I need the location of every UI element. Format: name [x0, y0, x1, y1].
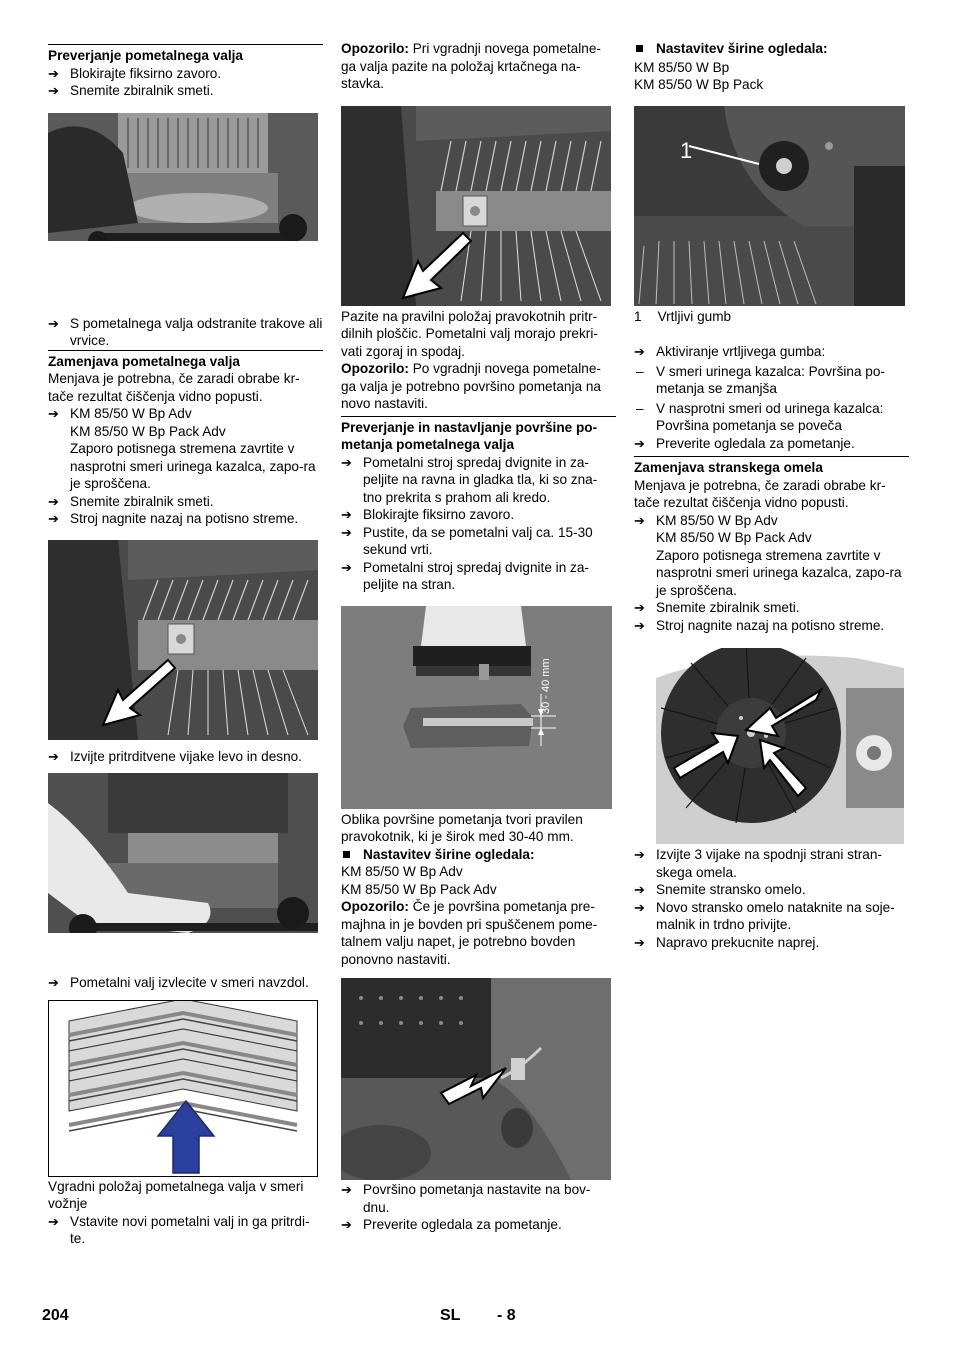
step: ➔ Preverite ogledala za pometanje.: [634, 435, 909, 453]
step: ➔ Blokirajte fiksirno zavoro.: [341, 506, 616, 524]
photo-sweep-pattern: [341, 606, 612, 809]
paragraph: Pazite na pravilni položaj pravokotnih pritr-dilnih ploščic. Pometalni valj morajo prekri-vati zgoraj in spodaj.: [341, 308, 598, 359]
warning-label: Opozorilo:: [341, 361, 409, 376]
model-line: KM 85/50 W Bp: [634, 59, 730, 75]
step: ➔ Izvijte pritrditvene vijake levo in desno.: [48, 748, 323, 766]
warning-label: Opozorilo:: [341, 899, 409, 914]
sub-item: – V nasprotni smeri od urinega kazalca: Površina pometanja se poveča: [634, 400, 909, 435]
step: ➔ Pustite, da se pometalni valj ca. 15-30 sekund vrti.: [341, 524, 616, 559]
step: ➔ Stroj nagnite nazaj na potisno streme.: [634, 617, 909, 635]
step: ➔ Površino pometanja nastavite na bov-dnu.: [341, 1181, 616, 1216]
model-line: KM 85/50 W Bp Adv: [341, 864, 463, 879]
photo-roller-screw: [48, 540, 318, 740]
step: ➔ Pometalni valj izvlecite v smeri navzdol.: [48, 974, 323, 992]
instruction: Zaporo potisnega stremena zavrtite v nasprotni smeri urinega kazalca, zapo-ra je sproščena.: [70, 441, 316, 491]
step: ➔ Snemite zbiralnik smeti.: [48, 82, 323, 100]
warning-note: [341, 40, 616, 93]
photo-bowden-cable: [341, 978, 611, 1180]
warning-label: Opozorilo:: [341, 41, 409, 56]
step: ➔ Snemite stransko omelo.: [634, 881, 909, 899]
step: ➔ KM 85/50 W Bp Adv: [48, 405, 323, 423]
callout-number: 1: [680, 137, 693, 163]
model-line: KM 85/50 W Bp Pack: [634, 77, 764, 92]
model-line: KM 85/50 W Bp Pack Adv: [70, 423, 226, 439]
sub-page-number: - 8: [497, 1307, 516, 1324]
heading-check-roller: Preverjanje pometalnega valja: [48, 44, 323, 65]
section-mirror-width: Nastavitev širine ogledala:: [634, 40, 909, 58]
step: ➔ Novo stransko omelo nataknite na soje-malnik in trdno privijte.: [634, 899, 909, 934]
photo-pull-roller: [48, 773, 318, 948]
warning-text: Pri vgradnji novega pometalne-ga valja pazite na položaj krtačnega na-stavka.: [341, 41, 601, 91]
heading-check-sweep-area: Preverjanje in nastavljanje površine po-metanja pometalnega valja: [341, 416, 616, 454]
step: ➔ Aktiviranje vrtljivega gumba:: [634, 343, 909, 361]
legend: [634, 308, 909, 326]
dimension-label: 30 - 40 mm: [540, 657, 552, 714]
warning-note: [341, 360, 616, 413]
warning-note: [341, 898, 616, 968]
language-code: SL: [440, 1307, 461, 1324]
photo-brush-plate: [341, 106, 611, 306]
section-mirror-width: Nastavitev širine ogledala:: [341, 846, 616, 864]
warning-text: Po vgradnji novega pometalne-ga valja je potrebno površino pometanja na novo nastaviti.: [341, 361, 601, 411]
step: ➔ Preverite ogledala za pometanje.: [341, 1216, 616, 1234]
step: ➔ Pometalni stroj spredaj dvignite in za-peljite na ravna in gladka tla, ki so zna-tno prekrita s prahom ali kredo.: [341, 454, 616, 507]
step: ➔ Pometalni stroj spredaj dvignite in za-peljite na stran.: [341, 559, 616, 594]
legend-text: Vrtljivi gumb: [657, 308, 732, 324]
paragraph: Menjava je potrebna, če zaradi obrabe kr-tače rezultat čiščenja vidno popusti.: [48, 371, 300, 404]
step: ➔ Snemite zbiralnik smeti.: [634, 599, 909, 617]
legend-number: 1: [634, 308, 642, 324]
photo-side-broom: [656, 648, 904, 844]
step: ➔ KM 85/50 W Bp Adv: [634, 512, 909, 530]
column-1: [48, 40, 323, 1248]
warning-text: Če je površina pometanja pre-majhna in je bovden pri spuščenem pome-talnem valju napet, je potrebno bovden ponovno nastaviti.: [341, 899, 598, 967]
sub-item: – V smeri urinega kazalca: Površina po-metanja se zmanjša: [634, 363, 909, 398]
paragraph: Oblika površine pometanja tvori pravilen pravokotnik, ki je širok med 30-40 mm.: [341, 811, 583, 844]
page-number: 204: [42, 1307, 69, 1324]
photo-check-roller: [48, 113, 318, 253]
diagram-install-position: [48, 1000, 318, 1177]
model-line: KM 85/50 W Bp Pack Adv: [341, 881, 497, 897]
caption-install-position: Vgradni položaj pometalnega valja v smeri vožnje: [48, 1178, 304, 1211]
model-line: KM 85/50 W Bp Pack Adv: [656, 530, 812, 545]
step: ➔ S pometalnega valja odstranite trakove ali vrvice.: [48, 315, 323, 350]
paragraph: Menjava je potrebna, če zaradi obrabe kr-tače rezultat čiščenja vidno popusti.: [634, 477, 886, 510]
step: ➔ Izvijte 3 vijake na spodnji strani stran-skega omela.: [634, 846, 909, 881]
column-3: [634, 40, 909, 951]
heading-replace-side-broom: Zamenjava stranskega omela: [634, 456, 909, 477]
heading-replace-roller: Zamenjava pometalnega valja: [48, 350, 323, 371]
step: ➔ Snemite zbiralnik smeti.: [48, 493, 323, 511]
instruction: Zaporo potisnega stremena zavrtite v nasprotni smeri urinega kazalca, zapo-ra je sproščena.: [656, 547, 902, 598]
step: ➔ Stroj nagnite nazaj na potisno streme.: [48, 510, 323, 528]
step: ➔ Blokirajte fiksirno zavoro.: [48, 65, 323, 83]
step: ➔ Vstavite novi pometalni valj in ga pritrdi-te.: [48, 1213, 323, 1248]
photo-rotary-knob: [634, 106, 905, 306]
column-2: [341, 40, 616, 1234]
step: ➔ Napravo prekucnite naprej.: [634, 934, 909, 952]
